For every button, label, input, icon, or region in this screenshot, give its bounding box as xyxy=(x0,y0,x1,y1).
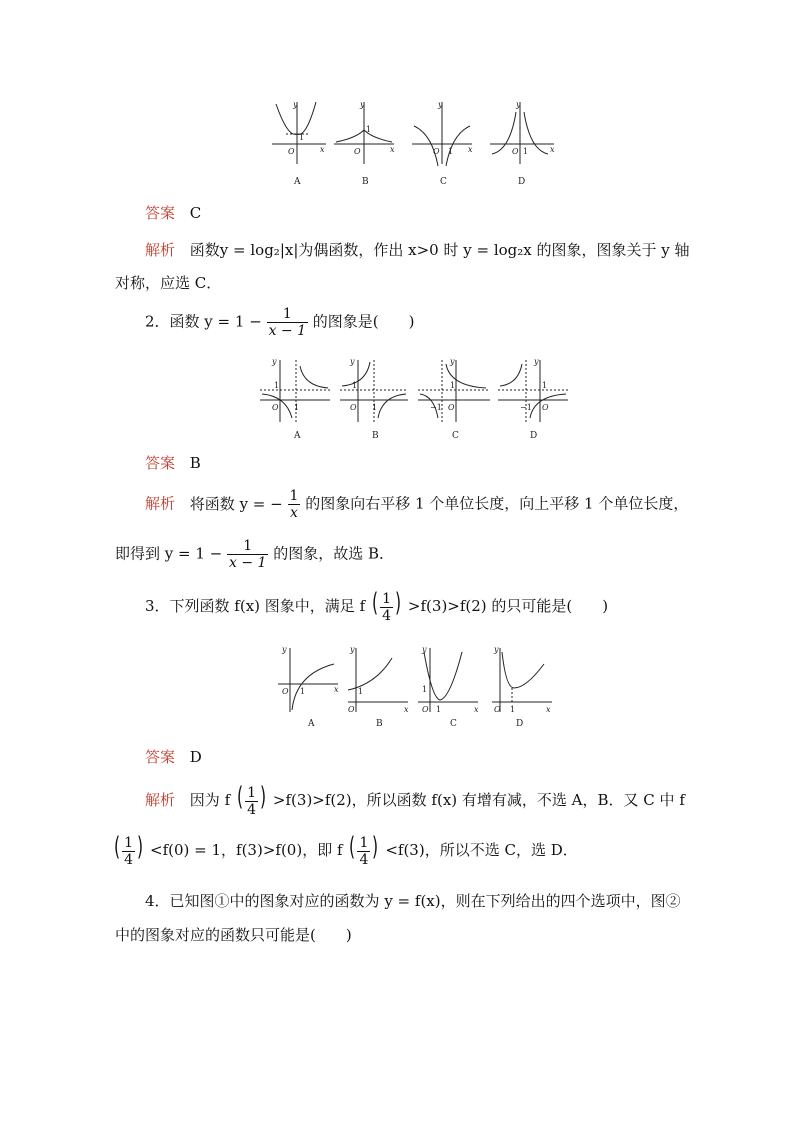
svg-text:−1: −1 xyxy=(430,403,442,412)
q2-analysis-frac-den: x xyxy=(290,505,298,521)
svg-text:1: 1 xyxy=(523,147,529,156)
q2-answer-line xyxy=(145,456,201,471)
q2-analysis-line2 xyxy=(115,538,394,571)
q2-analysis-part2: 的图象向右平移 1 个单位长度，向上平移 1 个单位长度， xyxy=(305,494,689,513)
q2-answer: B xyxy=(189,454,201,472)
q1-answer-label: 答案 xyxy=(145,204,176,222)
svg-text:y: y xyxy=(438,100,443,109)
svg-text:1: 1 xyxy=(448,147,454,156)
svg-text:1: 1 xyxy=(299,133,305,142)
q3-stem: 3．下列函数 f(x) 图象中，满足 f ( $\frac{1}{4}$ ) >f(3)>f(2) 的只可能是( ) xyxy=(145,588,609,624)
svg-text:x: x xyxy=(334,685,339,694)
svg-text:O: O xyxy=(494,705,501,714)
q2-stem xyxy=(145,306,415,339)
svg-text:O: O xyxy=(272,403,279,412)
q1-label-d: D xyxy=(518,177,526,187)
q1-graph-c xyxy=(412,102,472,166)
q1-analysis-line1 xyxy=(145,243,690,258)
q2-label-c: C xyxy=(452,431,459,441)
q1-analysis-text1: 函数y = log₂|x|为偶函数，作出 x>0 时 y = log₂x 的图象，图象关于 y 轴 xyxy=(189,241,690,259)
q2-analysis-frac-num: 1 xyxy=(289,488,299,504)
q3-analysis-part2: >f(3)>f(2)，所以函数 f(x) 有增有减，不选 A，B．又 C 中 f xyxy=(272,791,685,809)
q3-analysis-frac-den: 4 xyxy=(247,801,256,818)
q3-analysis-label: 解析 xyxy=(145,791,176,809)
q1-graph-b xyxy=(334,102,394,164)
q2-label-d: D xyxy=(530,431,538,441)
svg-text:y: y xyxy=(422,645,427,654)
q3-analysis-line2-den: 4 xyxy=(124,851,134,868)
q3-analysis-line2-fraction2 xyxy=(357,835,370,868)
svg-text:O: O xyxy=(542,403,549,412)
q2-graph-b xyxy=(340,360,408,422)
svg-text:y: y xyxy=(350,645,355,654)
q2-label-b: B xyxy=(372,431,379,441)
q3-graph-d xyxy=(492,648,552,712)
q2-stem-suffix: 的图象是( ) xyxy=(312,312,415,331)
svg-text:O: O xyxy=(350,403,357,412)
svg-text:1: 1 xyxy=(300,687,306,696)
q3-answer: D xyxy=(189,748,202,766)
q2-stem-frac-num: 1 xyxy=(267,306,308,323)
q3-analysis-line2-den2: 4 xyxy=(359,851,369,868)
q3-analysis-part1: 因为 f xyxy=(189,791,231,809)
q2-analysis-line2-den: x − 1 xyxy=(229,555,267,571)
q3-label-a: A xyxy=(308,719,315,729)
svg-text:x: x xyxy=(550,145,555,154)
q3-label-c: C xyxy=(450,719,457,729)
svg-text:O: O xyxy=(354,147,361,156)
q3-analysis-line2-suffix: <f(3)，所以不选 C，选 D． xyxy=(385,841,578,859)
q2-stem-frac-den: x − 1 xyxy=(268,323,306,339)
svg-text:y: y xyxy=(516,100,521,109)
q3-graph-a xyxy=(278,648,338,712)
svg-text:O: O xyxy=(288,147,295,156)
svg-text:O: O xyxy=(512,147,519,156)
q2-stem-prefix: 2．函数 y = 1 − xyxy=(145,312,262,331)
q3-stem-suffix: >f(3)>f(2) 的只可能是( ) xyxy=(407,597,609,615)
q3-label-d: D xyxy=(516,719,524,729)
q2-analysis-label: 解析 xyxy=(145,494,176,513)
q2-analysis-line1 xyxy=(145,488,688,521)
q2-figure xyxy=(258,356,570,442)
q3-stem-frac-den: 4 xyxy=(382,607,391,624)
svg-text:1: 1 xyxy=(450,381,456,390)
svg-text:x: x xyxy=(320,145,325,154)
q2-graph-d xyxy=(498,360,568,422)
q4-line1: 4．已知图①中的图象对应的函数为 y = f(x)，则在下列给出的四个选项中，图② xyxy=(145,892,681,910)
svg-text:y: y xyxy=(293,100,298,109)
q1-label-a: A xyxy=(294,177,301,187)
q3-analysis-line2-num2: 1 xyxy=(359,834,369,851)
q3-answer-label: 答案 xyxy=(145,748,176,766)
svg-text:1: 1 xyxy=(422,685,428,694)
svg-text:y: y xyxy=(282,645,287,654)
q3-analysis-line2-fraction xyxy=(122,835,135,868)
q1-label-c: C xyxy=(440,177,447,187)
q3-answer-line xyxy=(145,750,202,765)
svg-text:1: 1 xyxy=(352,381,358,390)
svg-text:1: 1 xyxy=(542,381,548,390)
svg-text:−1: −1 xyxy=(520,403,532,412)
q3-figure xyxy=(276,644,556,730)
q2-graph-a xyxy=(260,360,330,422)
q1-analysis-line2: 对称，应选 C． xyxy=(115,274,222,292)
q3-graph-b xyxy=(348,648,408,712)
q3-graph-c xyxy=(418,648,478,712)
svg-text:y: y xyxy=(272,357,277,366)
q2-answer-label: 答案 xyxy=(145,454,176,472)
q1-answer-line xyxy=(145,206,201,221)
svg-text:x: x xyxy=(468,145,473,154)
q3-analysis-line2-num: 1 xyxy=(124,834,134,851)
q1-graph-d xyxy=(490,102,554,164)
svg-text:y: y xyxy=(350,357,355,366)
svg-text:O: O xyxy=(448,403,455,412)
svg-text:x: x xyxy=(404,705,409,714)
svg-text:x: x xyxy=(474,705,479,714)
q2-analysis-line2-num: 1 xyxy=(227,538,268,555)
svg-text:1: 1 xyxy=(372,403,378,412)
q2-analysis-line2-prefix: 即得到 y = 1 − xyxy=(115,544,223,563)
q2-graph-c xyxy=(418,360,490,422)
q1-label-b: B xyxy=(362,177,369,187)
q3-stem-prefix: 3．下列函数 f(x) 图象中，满足 f xyxy=(145,597,366,615)
svg-text:1: 1 xyxy=(436,705,442,714)
q3-analysis-line2: ( $\frac{1}{4}$ ) <f(0) = 1，f(3)>f(0)，即 f ( $\frac{1}{4}$ ) <f(3)，所以不选 C，选 D． xyxy=(114,832,578,868)
svg-text:1: 1 xyxy=(274,381,280,390)
q1-figure xyxy=(268,98,558,188)
q3-stem-frac-num: 1 xyxy=(382,590,391,607)
svg-text:x: x xyxy=(390,145,395,154)
q2-analysis-part1: 将函数 y = − xyxy=(189,494,283,513)
q3-stem-fraction xyxy=(380,591,393,624)
q3-label-b: B xyxy=(376,719,383,729)
q2-stem-fraction xyxy=(267,306,308,339)
svg-text:1: 1 xyxy=(358,687,364,696)
q3-analysis-line2-mid: <f(0) = 1，f(3)>f(0)，即 f xyxy=(150,841,343,859)
q4-line2: 中的图象对应的函数只可能是( ) xyxy=(115,926,352,944)
q1-answer: C xyxy=(189,204,202,222)
svg-text:1: 1 xyxy=(294,403,300,412)
q2-label-a: A xyxy=(294,431,301,441)
q3-analysis-line1: 解析 因为 f ( $\frac{1}{4}$ ) >f(3)>f(2)，所以函数 f(x) 有增有减，不选 A，B．又 C 中 f xyxy=(145,782,685,818)
svg-text:y: y xyxy=(450,357,455,366)
svg-text:O: O xyxy=(282,687,289,696)
svg-text:O: O xyxy=(422,705,429,714)
svg-text:O: O xyxy=(433,147,440,156)
svg-text:y: y xyxy=(360,100,365,109)
q2-analysis-line2-fraction xyxy=(227,538,268,571)
q2-analysis-line2-suffix: 的图象，故选 B． xyxy=(273,544,395,563)
svg-text:y: y xyxy=(534,357,539,366)
svg-text:O: O xyxy=(348,705,355,714)
q1-analysis-label: 解析 xyxy=(145,241,176,259)
svg-text:y: y xyxy=(494,645,499,654)
svg-text:1: 1 xyxy=(510,705,516,714)
q2-analysis-fraction xyxy=(288,488,301,521)
q3-analysis-frac-num: 1 xyxy=(247,784,256,801)
q3-analysis-fraction xyxy=(245,785,258,818)
svg-text:x: x xyxy=(546,705,551,714)
svg-text:1: 1 xyxy=(366,125,372,134)
